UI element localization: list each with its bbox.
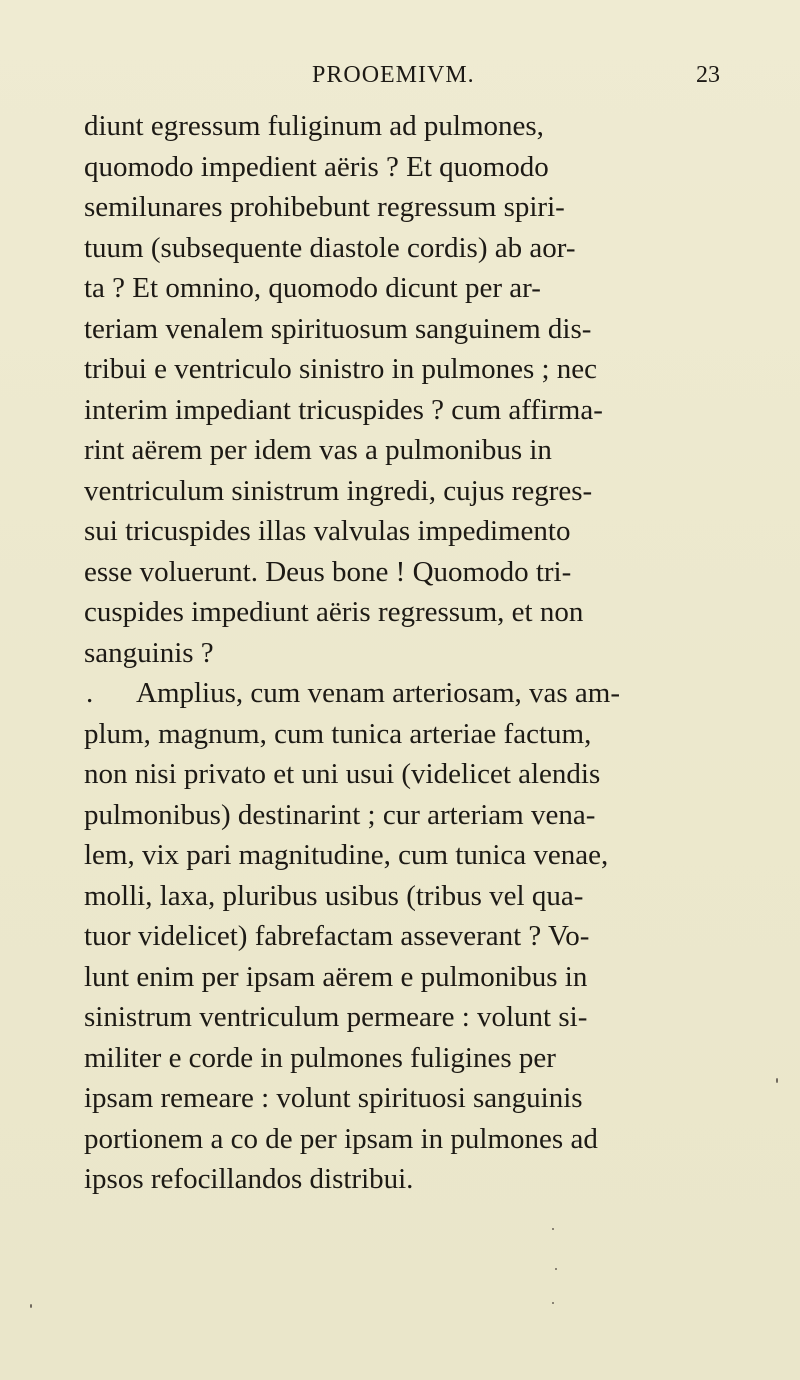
text-line: ventriculum sinistrum ingredi, cujus regres- [84,474,593,507]
text-line: interim impediant tricuspides ? cum affirma- [84,393,603,426]
text-line: ta ? Et omnino, quomodo dicunt per ar- [84,272,541,304]
text-line: militer e corde in pulmones fuligines per [84,1041,556,1074]
text-line: tuor videlicet) fabrefactam asseverant ? Vo- [84,920,590,952]
text-line: non nisi privato et uni usui (videlicet alendis [84,758,601,790]
text-line: sui tricuspides illas valvulas impedimento [84,515,571,547]
text-line: portionem a co de per ipsam in pulmones ad [84,1122,598,1155]
running-title: PROOEMIVM. [312,62,475,88]
text-line: cuspides impediunt aëris regressum, et non [84,596,584,628]
paper-speck [555,1268,557,1270]
text-line: teriam venalem spirituosum sanguinem dis- [84,312,592,345]
text-line: diunt egressum fuliginum ad pulmones, [84,110,544,142]
paper-speck [30,1304,32,1308]
text-line: molli, laxa, pluribus usibus (tribus vel qua- [84,879,584,912]
text-line: ipsam remeare : volunt spirituosi sanguinis [84,1082,583,1114]
paragraph-start-line [84,673,754,714]
text-line: tuum (subsequente diastole cordis) ab aor- [84,231,576,264]
paragraph-mark: . [86,677,94,709]
running-head [0,62,800,96]
text-line: ipsos refocillandos distribui. [84,1163,414,1195]
text-line: lem, vix pari magnitudine, cum tunica venae, [84,839,609,871]
text-line: tribui e ventriculo sinistro in pulmones ; nec [84,353,598,385]
text-line: plum, magnum, cum tunica arteriae factum, [84,717,592,750]
page-number: 23 [696,62,720,88]
text-line: sinistrum ventriculum permeare : volunt si- [84,1001,588,1033]
text-line: semilunares prohibebunt regressum spiri- [84,191,565,223]
paper-speck [552,1228,554,1230]
text-line: pulmonibus) destinarint ; cur arteriam vena- [84,798,596,831]
paper-speck [552,1302,554,1304]
body-text [84,106,754,1200]
paper-speck [776,1078,778,1083]
text-line-content: Amplius, cum venam arteriosam, vas am- [136,677,621,709]
text-line: quomodo impedient aëris ? Et quomodo [84,150,549,183]
text-line: esse voluerunt. Deus bone ! Quomodo tri- [84,555,572,588]
text-line: rint aërem per idem vas a pulmonibus in [84,434,552,466]
text-line: sanguinis ? [84,636,214,669]
text-line: lunt enim per ipsam aërem e pulmonibus in [84,960,588,993]
